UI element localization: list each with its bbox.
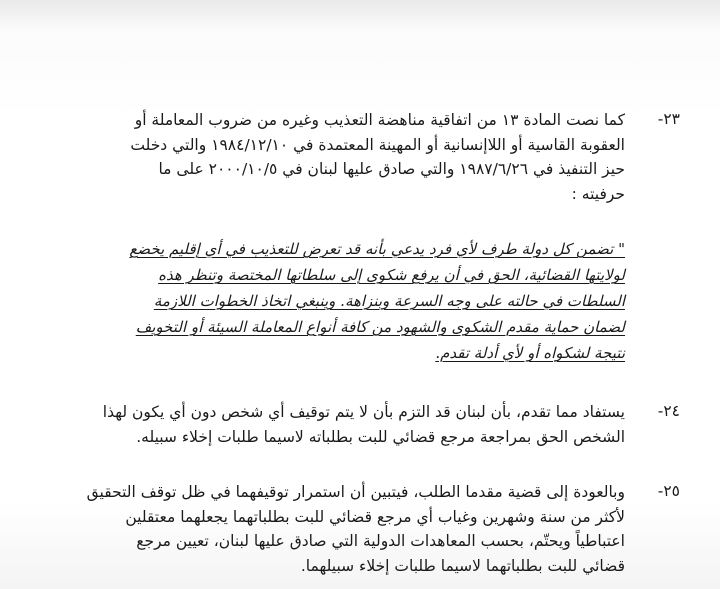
paragraph-25-number: ٢٥- — [657, 482, 680, 500]
page-shadow — [0, 0, 720, 30]
quote-line-5: نتيجة لشكواه أو لأي أدلة تقدم. — [435, 344, 625, 362]
paragraph-23-line-2: العقوبة القاسية أو اللاإنسانية أو المهينة المعتمدة في ١٩٨٤/١٢/١٠ والتي دخلت — [130, 135, 625, 154]
article-13-quote — [45, 236, 625, 366]
quote-line-1: " تضمن كل دولة طرف لأي فرد يدعي بأنه قد تعرض للتعذيب في أي إقليم يخضع — [129, 240, 625, 258]
paragraph-24-line-1: يستفاد مما تقدم، بأن لبنان قد التزم بأن لا يتم توقيف أي شخص دون أي يكون لهذا — [102, 403, 625, 421]
paragraph-24 — [45, 400, 625, 449]
paragraph-25-line-2: لأكثر من سنة وشهرين وغياب أي مرجع قضائي للبت بطلباتهما يجعلهما معتقلين — [125, 507, 625, 526]
paragraph-23-line-4: حرفيته : — [571, 184, 625, 203]
paragraph-25 — [45, 480, 625, 578]
paragraph-25-line-3: اعتباطياً ويحتّم، بحسب المعاهدات الدولية التي صادق عليها لبنان، تعيين مرجع — [136, 532, 625, 550]
paragraph-23-number: ٢٣- — [657, 110, 680, 128]
quote-line-4: لضمان حماية مقدم الشكوى والشهود من كافة أنواع المعاملة السيئة أو التخويف — [135, 318, 625, 336]
paragraph-24-number: ٢٤- — [657, 402, 680, 420]
paragraph-25-line-4: قضائي للبت بطلباتهما لاسيما طلبات إخلاء سبيلهما. — [300, 556, 625, 575]
paragraph-23-line-1: كما نصت المادة ١٣ من اتفاقية مناهضة التعذيب وغيره من ضروب المعاملة أو — [134, 111, 625, 129]
paragraph-25-line-1: وبالعودة إلى قضية مقدما الطلب، فيتبين أن استمرار توقيفهما في ظل توقف التحقيق — [86, 483, 625, 501]
paragraph-24-line-2: الشخص الحق بمراجعة مرجع قضائي للبت بطلباته لاسيما طلبات إخلاء سبيله. — [136, 427, 625, 446]
paragraph-23 — [45, 108, 625, 206]
quote-line-3: السلطات في حالته على وجه السرعة وبنزاهة. وينبغي اتخاذ الخطوات اللازمة — [153, 292, 625, 310]
quote-line-2: لولايتها القضائية، الحق في أن يرفع شكوى إلى سلطاتها المختصة وتنظر هذه — [158, 266, 625, 284]
paragraph-23-line-3: حيز التنفيذ في ١٩٨٧/٦/٢٦ والتي صادق عليها لبنان في ٢٠٠٠/١٠/٥ على ما — [158, 160, 625, 178]
